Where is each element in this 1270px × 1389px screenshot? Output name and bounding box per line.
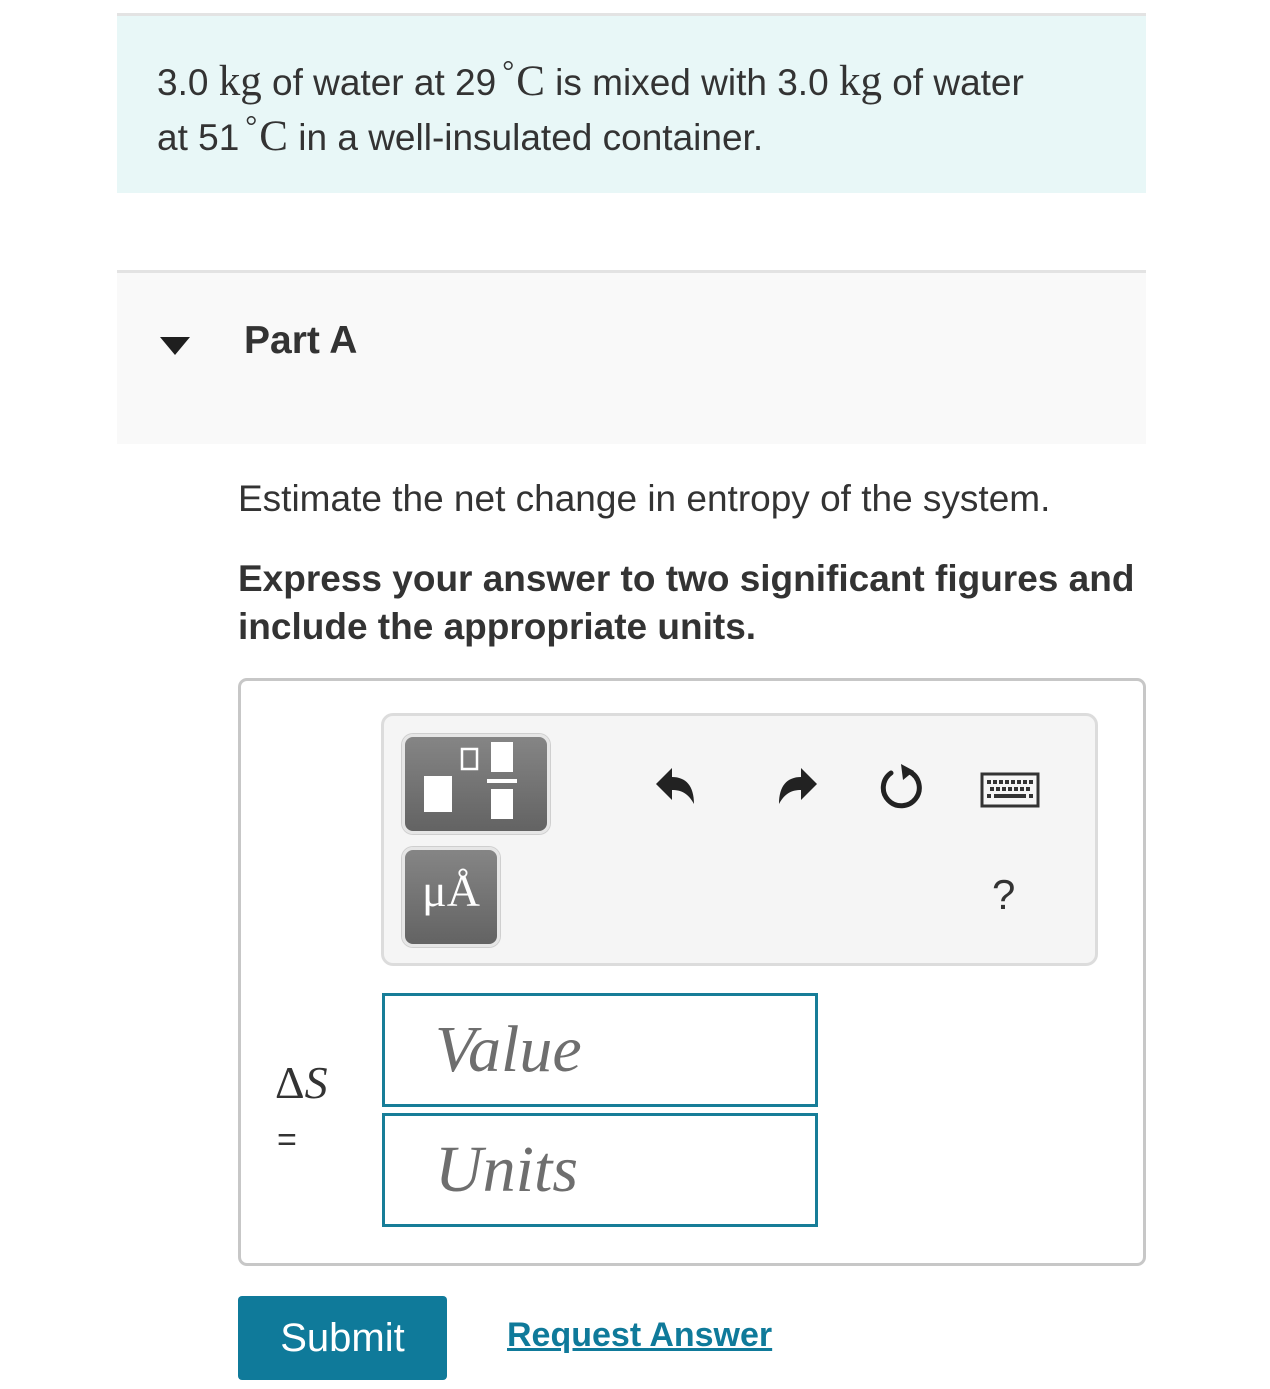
problem-text-b: is mixed with [555,62,767,103]
entropy-symbol: S [304,1057,328,1108]
equals-sign: = [277,1121,297,1159]
value-input[interactable] [382,993,818,1107]
problem-text-c: of water [892,62,1024,103]
unit-celsius-1: C [516,58,545,105]
unit-kg-1: kg [218,58,262,105]
problem-text-d: at 51 [157,117,240,158]
units-button[interactable] [402,847,500,947]
redo-icon[interactable] [769,760,821,812]
problem-text-a: of water at 29 [272,62,497,103]
variable-label [275,1056,328,1109]
math-toolbar [381,713,1098,966]
answer-box [238,678,1146,1266]
submit-button[interactable]: Submit [238,1296,447,1380]
part-title: Part A [244,319,358,362]
problem-line-2 [157,111,1106,166]
problem-line-1 [157,56,1106,111]
problem-text-e: in a well-insulated container. [298,117,764,158]
problem-statement [117,16,1146,193]
unit-kg-2: kg [838,58,882,105]
templates-icon [405,737,547,831]
request-answer-link[interactable]: Request Answer [507,1316,773,1354]
degree-2: ° [245,110,258,143]
units-input[interactable] [382,1113,818,1227]
undo-icon[interactable] [652,760,704,812]
question-text: Estimate the net change in entropy of the system. [238,478,1051,519]
mass-2: 3.0 [777,62,829,103]
help-button[interactable]: ? [992,871,1016,918]
degree-1: ° [502,55,515,88]
units-glyph: μÅ [422,865,480,916]
collapse-triangle-icon[interactable] [160,337,190,355]
unit-celsius-2: C [259,113,288,160]
keyboard-icon[interactable] [980,771,1042,811]
part-header[interactable] [117,273,1146,444]
templates-button[interactable] [402,734,550,834]
instruction-text: Express your answer to two significant figures and include the appropriate units. [238,558,1135,647]
reset-icon[interactable] [874,760,928,814]
mass-1: 3.0 [157,62,209,103]
delta-symbol: Δ [275,1057,305,1108]
